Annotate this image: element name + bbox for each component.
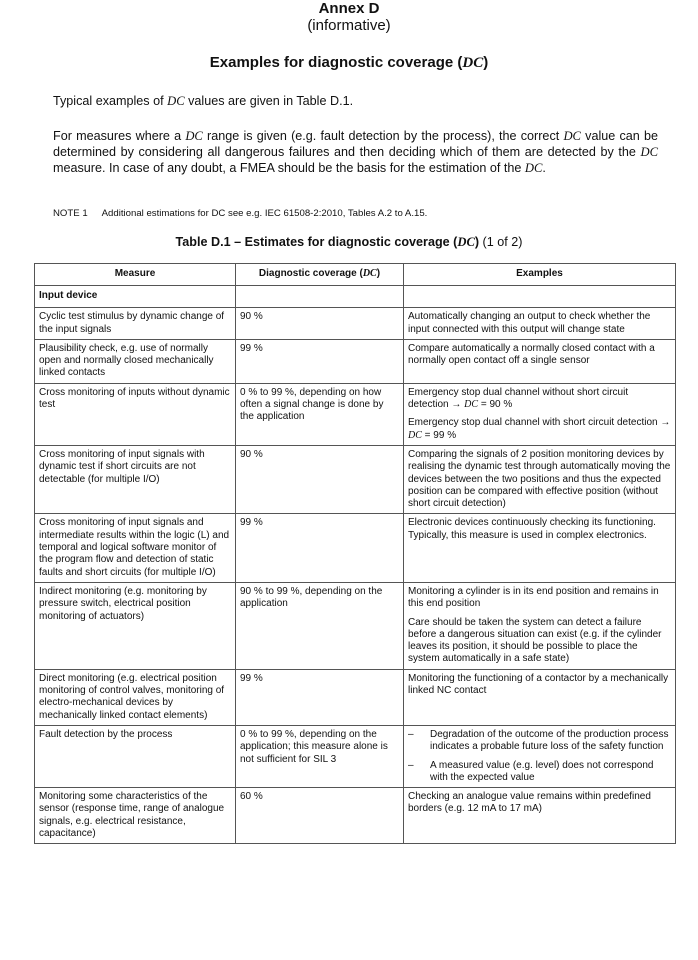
annex-heading bbox=[0, 54, 698, 72]
table-row bbox=[35, 514, 676, 582]
example-text: Compare automatically a normally closed contact with a normally open contact off a single sensor bbox=[408, 342, 655, 367]
caption-dc: DC bbox=[457, 235, 475, 249]
example-text: Comparing the signals of 2 position monitoring devices by realising the dynamic test through automatically moving the devices between the two positions and thus the expected position can be compared with effective position (without short circuit detection) bbox=[408, 448, 671, 510]
table-row bbox=[35, 308, 676, 340]
table-row bbox=[35, 383, 676, 445]
dc-cell: 99 % bbox=[236, 514, 404, 582]
example-text: A measured value (e.g. level) does not correspond with the expected value bbox=[430, 759, 654, 783]
header-dc-italic: DC bbox=[362, 268, 377, 279]
dash-list-item bbox=[408, 729, 671, 754]
note-label: NOTE 1 bbox=[53, 208, 88, 219]
p2-text-b: range is given (e.g. fault detection by the process), the correct bbox=[202, 129, 564, 143]
col-header-dc bbox=[236, 264, 404, 286]
dc-cell: 90 % to 99 %, depending on the application bbox=[236, 582, 404, 669]
col-header-measure: Measure bbox=[35, 264, 236, 286]
table-caption bbox=[0, 234, 698, 250]
table-row bbox=[35, 788, 676, 844]
example-value: = 99 % bbox=[421, 429, 457, 441]
dc-cell: 90 % bbox=[236, 308, 404, 340]
caption-part: (1 of 2) bbox=[479, 235, 523, 249]
p1-text-b: values are given in Table D.1. bbox=[184, 94, 354, 108]
p1-text-a: Typical examples of bbox=[53, 94, 168, 108]
p2-text-e: . bbox=[542, 161, 546, 175]
example-text: Monitoring the functioning of a contactor by a mechanically linked NC contact bbox=[408, 672, 669, 697]
caption-close: ) bbox=[474, 235, 480, 249]
table-row bbox=[35, 725, 676, 787]
p2-dc-4: DC bbox=[524, 161, 543, 175]
measure-cell: Indirect monitoring (e.g. monitoring by pressure switch, electrical position monitoring of actuators) bbox=[35, 582, 236, 669]
table-row bbox=[35, 339, 676, 383]
dc-cell: 90 % bbox=[236, 445, 404, 513]
header-dc-close: ) bbox=[376, 268, 381, 279]
examples-cell bbox=[404, 339, 676, 383]
examples-cell bbox=[404, 445, 676, 513]
measure-cell: Cross monitoring of inputs without dynamic test bbox=[35, 383, 236, 445]
p2-dc-2: DC bbox=[563, 129, 581, 143]
example-text: Automatically changing an output to check whether the input connected with this output will change state bbox=[408, 311, 651, 335]
measure-cell: Cross monitoring of input signals with dynamic test if short circuits are not detectable (for multiple I/O) bbox=[35, 445, 236, 513]
caption-title: Table D.1 – Estimates for diagnostic coverage ( bbox=[175, 235, 458, 249]
examples-cell bbox=[404, 383, 676, 445]
annex-subtitle: (informative) bbox=[307, 17, 391, 34]
p2-dc-1: DC bbox=[185, 129, 203, 143]
dash-marker: – bbox=[408, 728, 414, 740]
examples-cell bbox=[404, 788, 676, 844]
heading-text: Examples for diagnostic coverage ( bbox=[209, 54, 463, 71]
table-header-row bbox=[35, 264, 676, 286]
dash-list-item bbox=[408, 760, 671, 785]
dash-marker: – bbox=[408, 759, 414, 771]
example-text-part: Emergency stop dual channel with short circuit detection → bbox=[408, 417, 671, 429]
dc-estimates-table bbox=[34, 263, 676, 844]
example-text bbox=[408, 387, 671, 412]
dc-range-paragraph bbox=[53, 128, 658, 176]
col-header-examples: Examples bbox=[404, 264, 676, 286]
p2-text-d: measure. In case of any doubt, a FMEA should be the basis for the estimation of the bbox=[53, 161, 525, 175]
p2-text-c: value can be determined by considering all dangerous failures and then deciding which of them are detected by the bbox=[53, 129, 658, 159]
annex-title: Annex D bbox=[318, 0, 380, 17]
section-label: Input device bbox=[35, 286, 236, 308]
example-dc: DC bbox=[408, 429, 422, 441]
examples-cell bbox=[404, 669, 676, 725]
dc-cell: 99 % bbox=[236, 669, 404, 725]
measure-cell: Fault detection by the process bbox=[35, 725, 236, 787]
header-dc-text: Diagnostic coverage ( bbox=[258, 268, 363, 279]
examples-cell bbox=[404, 725, 676, 787]
measure-cell: Plausibility check, e.g. use of normally open and normally closed mechanically linked contacts bbox=[35, 339, 236, 383]
example-text: Checking an analogue value remains within predefined borders (e.g. 12 mA to 17 mA) bbox=[408, 791, 651, 815]
dc-cell: 0 % to 99 %, depending on the application; this measure alone is not sufficient for SIL 3 bbox=[236, 725, 404, 787]
heading-close: ) bbox=[483, 54, 489, 71]
p2-dc-3: DC bbox=[640, 145, 658, 159]
example-text bbox=[408, 417, 671, 442]
examples-cell bbox=[404, 308, 676, 340]
table-row bbox=[35, 582, 676, 669]
section-row bbox=[35, 286, 676, 308]
table-row bbox=[35, 669, 676, 725]
measure-cell: Cyclic test stimulus by dynamic change of the input signals bbox=[35, 308, 236, 340]
measure-cell: Monitoring some characteristics of the sensor (response time, range of analogue signals, e.g. electrical resistance, capacitance) bbox=[35, 788, 236, 844]
example-text: Degradation of the outcome of the production process indicates a probable future loss of the safety function bbox=[430, 728, 669, 753]
examples-cell bbox=[404, 514, 676, 582]
note-text: Additional estimations for DC see e.g. IEC 61508-2:2010, Tables A.2 to A.15. bbox=[101, 208, 428, 219]
section-empty-cell bbox=[404, 286, 676, 308]
intro-paragraph bbox=[53, 93, 658, 109]
section-empty-cell bbox=[236, 286, 404, 308]
dc-cell: 99 % bbox=[236, 339, 404, 383]
note-1 bbox=[53, 208, 427, 220]
dc-cell: 0 % to 99 %, depending on how often a signal change is done by the application bbox=[236, 383, 404, 445]
examples-cell bbox=[404, 582, 676, 669]
example-text-part: Emergency stop dual channel without short circuit detection → bbox=[408, 386, 629, 411]
example-text: Care should be taken the system can detect a failure before a dangerous situation can exist (e.g. if the cylinder leaves its position, it should be possible to place the system automatically in a safe state) bbox=[408, 616, 662, 665]
example-dc: DC bbox=[464, 399, 479, 411]
measure-cell: Cross monitoring of input signals and intermediate results within the logic (L) and temporal and logical software monitor of the program flow and detection of static faults and short circuits (for multiple I/O) bbox=[35, 514, 236, 582]
example-value: = 90 % bbox=[478, 399, 513, 411]
p2-text-a: For measures where a bbox=[53, 129, 186, 143]
example-text: Monitoring a cylinder is in its end position and remains in this end position bbox=[408, 585, 659, 610]
heading-dc: DC bbox=[462, 55, 484, 71]
measure-cell: Direct monitoring (e.g. electrical position monitoring of control valves, monitoring of electro-mechanical devices by mechanically linked contact elements) bbox=[35, 669, 236, 725]
table-row bbox=[35, 445, 676, 513]
p1-dc: DC bbox=[167, 94, 185, 108]
dc-cell: 60 % bbox=[236, 788, 404, 844]
example-text: Electronic devices continuously checking its functioning. Typically, this measure is used in complex electronics. bbox=[408, 517, 656, 541]
